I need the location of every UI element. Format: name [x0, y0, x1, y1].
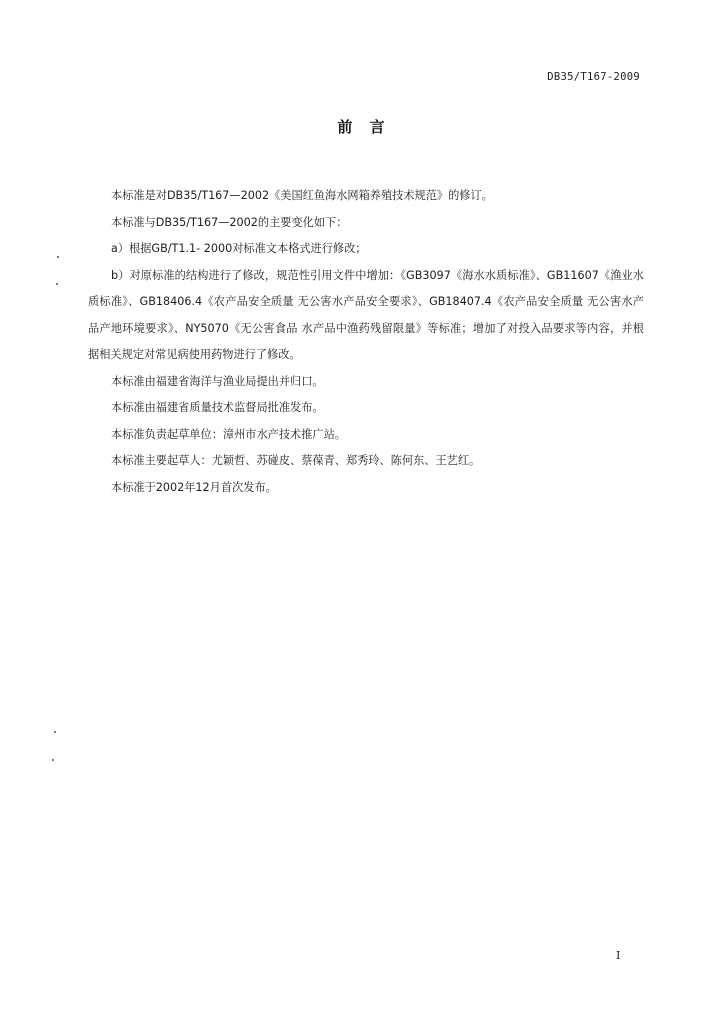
- list-item-a: a）根据GB/T1.1- 2000对标准文本格式进行修改；: [111, 242, 367, 255]
- paragraph-drafting-unit: 本标准负责起草单位：漳州市水产技术推广站。: [111, 427, 346, 441]
- scan-speck: [56, 283, 58, 285]
- page-number: I: [616, 949, 621, 962]
- paragraph-proposer: 本标准由福建省海洋与渔业局提出并归口。: [111, 374, 324, 388]
- page-title: 前 言: [337, 118, 391, 136]
- paragraph-revision-note: 本标准是对DB35/T167—2002《美国红鱼海水网箱养殖技术规范》的修订。: [111, 189, 493, 202]
- standard-code: DB35/T167-2009: [547, 71, 640, 83]
- paragraph-approver: 本标准由福建省质量技术监督局批准发布。: [111, 401, 324, 414]
- paragraph-first-release: 本标准于2002年12月首次发布。: [111, 480, 277, 494]
- paragraph-drafters: 本标准主要起草人：尤颖哲、苏碰皮、蔡葆青、郑秀玲、陈何东、王艺红。: [111, 454, 481, 467]
- scan-speck: [54, 731, 56, 733]
- scan-speck: [52, 759, 54, 761]
- foreword-body: [88, 183, 644, 501]
- list-item-b: b）对原标准的结构进行了修改，规范性引用文件中增加：《GB3097《海水水质标准》、GB11607《渔业水质标准》、GB18406.4《农产品安全质量 无公害水产品安全要求》、GB18407.4《农产品安全质量 无公害水产品产地环境要求》、NY5070《无公害食品 水产品中渔药残留限量》等标准；增加了对投入品要求等内容，并根据相关规定对常见病使用药物进行了修改。: [88, 268, 644, 361]
- scan-speck: [57, 256, 59, 258]
- paragraph-changes-intro: 本标准与DB35/T167—2002的主要变化如下：: [111, 215, 348, 229]
